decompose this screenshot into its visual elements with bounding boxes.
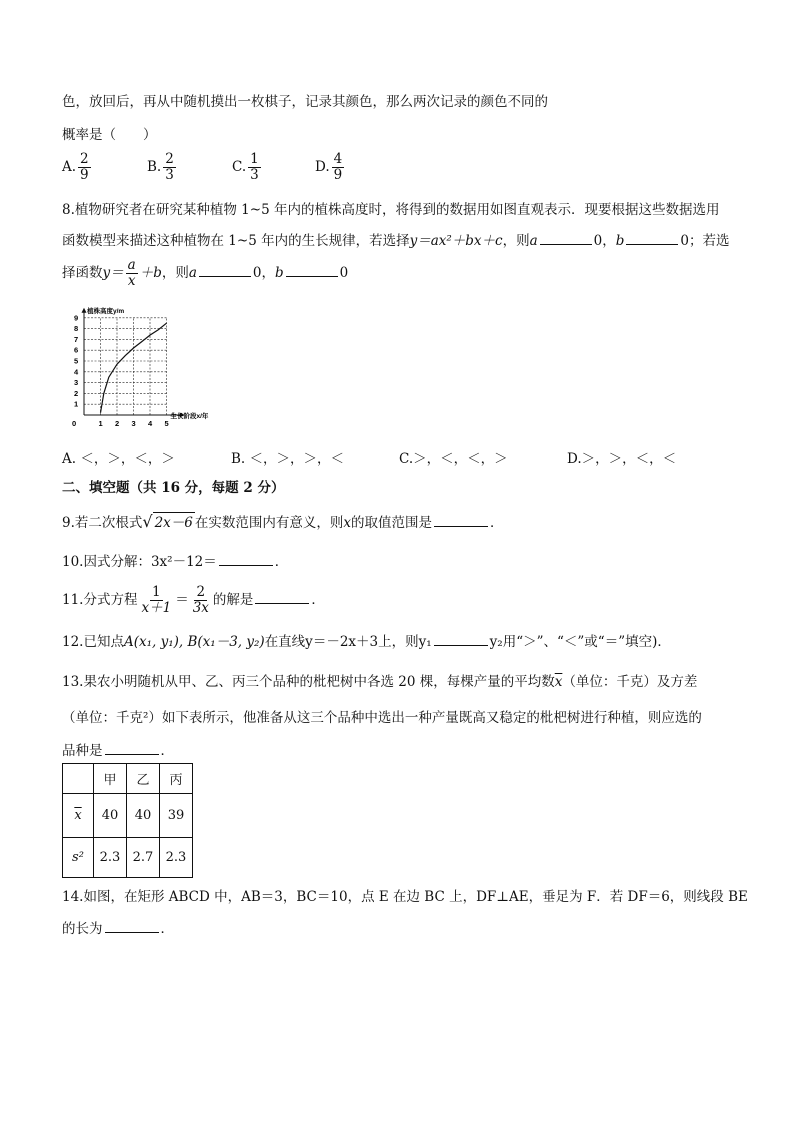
answer-blank <box>626 230 678 245</box>
table-cell: 2.7 <box>127 838 160 878</box>
q8-option-c: C.＞，＜，＜，＞ <box>399 451 508 467</box>
x-tick-label: 1 <box>98 419 103 428</box>
answer-blank <box>540 230 592 245</box>
table-header-cell: 甲 <box>94 764 127 794</box>
q7-option-a: A. $\frac{2}{9}$ <box>62 151 89 183</box>
q12: 12.已知点A(x₁, y₁), B(x₁－3, y₂)在直线y＝－2x＋3上，则y₁ y₂用“＞”、“＜”或“＝”填空)． <box>62 631 671 652</box>
q10: 10.因式分解：3x²－12＝ ． <box>62 551 288 572</box>
text-line: 概率是（ ） <box>62 127 157 143</box>
table-row-label: $\overline{x}$ <box>63 794 94 838</box>
q8-line1: 8.植物研究者在研究某种植物 1~5 年内的植株高度时，将得到的数据用如图直观表示．现要根据这些数据选用 <box>62 202 720 218</box>
growth-chart <box>62 300 242 430</box>
x-axis-label: 生长阶段x/年 <box>170 413 209 420</box>
q8-option-b: B. ＜，＞，＞，＜ <box>231 451 345 467</box>
x-tick-label: 4 <box>148 419 153 428</box>
table-header-cell: 丙 <box>160 764 193 794</box>
y-axis-label: 植株高度y/m <box>87 307 125 315</box>
x-tick-label: 2 <box>115 419 120 428</box>
q14-line1: 14.如图，在矩形 ABCD 中，AB＝3，BC＝10，点 E 在边 BC 上，DF⊥AE，垂足为 F．若 DF＝6，则线段 BE <box>62 889 748 905</box>
q8-option-d: D.＞，＞，＜，＜ <box>567 451 677 467</box>
y-tick-label: 8 <box>74 324 79 334</box>
answer-blank <box>105 918 159 933</box>
table-cell: 2.3 <box>160 838 193 878</box>
table-cell: 39 <box>160 794 193 838</box>
q7-option-c: C. $\frac{1}{3}$ <box>232 151 259 183</box>
q14-line2: 的长为 ． <box>62 918 174 939</box>
y-tick-label: 1 <box>74 399 79 409</box>
answer-blank <box>434 631 488 646</box>
y-tick-label: 2 <box>74 388 79 398</box>
table-row-label: s² <box>63 838 94 878</box>
q13-line2: （单位：千克²）如下表所示，他准备从这三个品种中选出一种产量既高又稳定的枇杷树进行种植，则应选的 <box>62 710 702 726</box>
y-tick-label: 7 <box>74 334 79 344</box>
origin-label: 0 <box>72 419 77 428</box>
text-line: 色，放回后，再从中随机摸出一枚棋子，记录其颜色，那么两次记录的颜色不同的 <box>62 94 548 110</box>
q9: 9.若二次根式√ 2x－6 在实数范围内有意义，则x的取值范围是 ． <box>62 512 504 531</box>
answer-blank <box>199 262 251 277</box>
answer-blank <box>105 740 159 755</box>
y-tick-label: 3 <box>74 378 79 388</box>
q11: 11.分式方程 $\frac{1}{x+1}$ ＝ $\frac{2}{3x}$ 的解是 ． <box>62 584 325 616</box>
answer-blank <box>255 589 309 604</box>
table-header-cell: 乙 <box>127 764 160 794</box>
table-cell: 40 <box>94 794 127 838</box>
section-title: 二、填空题（共 16 分，每题 2 分） <box>62 480 285 496</box>
q13-line1: 13.果农小明随机从甲、乙、丙三个品种的枇杷树中各选 20 棵，每棵产量的平均数$\overline{x}$（单位：千克）及方差 <box>62 674 698 690</box>
q8-option-a: A. ＜，＞，＜，＞ <box>62 451 175 467</box>
y-tick-label: 9 <box>74 313 79 323</box>
answer-blank <box>434 512 488 527</box>
q13-line3: 品种是 ． <box>62 740 174 761</box>
table-cell: 40 <box>127 794 160 838</box>
y-tick-label: 4 <box>74 367 79 377</box>
q7-option-d: D. $\frac{4}{9}$ <box>315 151 343 183</box>
answer-blank <box>286 262 338 277</box>
y-axis-arrow <box>82 308 87 313</box>
data-table <box>62 763 193 878</box>
x-tick-label: 5 <box>164 419 169 428</box>
x-tick-label: 3 <box>131 419 136 428</box>
q8-line3: 择函数y＝ $\frac{a}{x}$ ＋b，则a 0，b 0 <box>62 257 349 289</box>
q8-line2: 函数模型来描述这种植物在 1~5 年内的生长规律，若选择y＝ax²＋bx＋c，则a 0，b 0；若选 <box>62 230 730 251</box>
q7-option-b: B. $\frac{2}{3}$ <box>147 151 174 183</box>
table-cell: 2.3 <box>94 838 127 878</box>
answer-blank <box>219 551 273 566</box>
y-tick-label: 6 <box>74 345 79 355</box>
table-header-cell <box>63 764 94 794</box>
y-tick-label: 5 <box>74 356 79 366</box>
